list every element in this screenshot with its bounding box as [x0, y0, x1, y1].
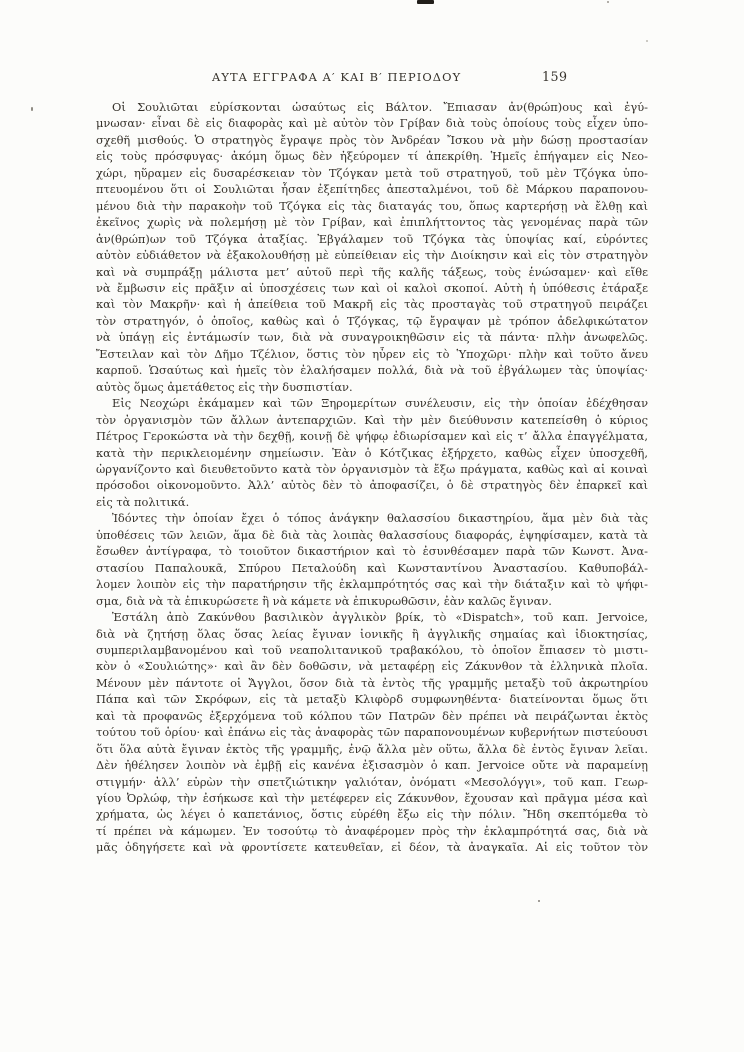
- text-line: μνωσαν· εἶναι δὲ εἰς διαφορὰς καὶ μὲ αὐτὸν τὸν Γρίβαν διὰ τοὺς ὁποίους τοὺς εἶχεν ὑπο-: [96, 116, 648, 131]
- text-line: στιγμήν· ἀλλ’ εὑρὼν τὴν σπετζιώτικην γαλιόταν, ὀνόματι «Μεσολόγγι», τοῦ καπ. Γεωρ-: [96, 774, 648, 789]
- text-line: κατὰ τὴν περικλειομένην σημείωσιν. Ἐὰν ὁ Κότζικας ἐξήρχετο, καθὼς εἶχεν ὑποσχεθῆ,: [96, 445, 648, 460]
- page-body-text: [96, 99, 648, 856]
- text-line: συμπεριλαμβανομένου καὶ τοῦ νεαπολιτανικοῦ τραβακόλου, τὸ ὁποῖον ἔπιασεν τὸ μιστι-: [96, 642, 648, 657]
- text-line: Οἱ Σουλιῶται εὑρίσκονται ὡσαύτως εἰς Βάλτον. Ἔπιασαν ἀν(θρώπ)ους καὶ ἐγύ-: [112, 100, 648, 114]
- text-line: μένου διὰ τὴν παρακοὴν τοῦ Τζόγκα εἰς τὰς διαταγάς του, ὅπως καρτερήσῃ νὰ ἔλθῃ καὶ: [96, 198, 648, 213]
- text-line: Πάπα καὶ τῶν Σκρόφων, εἰς τὰ μεταξὺ Κλιφὸρδ συμφωνηθέντα· διατείνονται ὅμως ὅτι: [96, 692, 648, 707]
- text-line: Ἰδόντες τὴν ὁποίαν ἔχει ὁ τόπος ἀνάγκην θαλασσίου δικαστηρίου, ἅμα μὲν διὰ τὰς: [112, 511, 648, 526]
- text-line: Ἐστάλη ἀπὸ Ζακύνθου βασιλικὸν ἀγγλικὸν βρίκ, τὸ «Dispatch», τοῦ καπ. Jervoice,: [112, 610, 648, 625]
- text-line: ὠργανίζοντο καὶ διευθετοῦντο κατὰ τὸν ὀργανισμὸν τὰ ἔξω πράγματα, καθὼς καὶ αἱ κοιναὶ: [96, 461, 648, 476]
- scan-speck: [646, 40, 648, 42]
- text-line: ὑποθέσεις τῶν λειῶν, ἅμα δὲ διὰ τὰς λοιπὰς θαλασσίους διαφοράς, ἐψηφίσαμεν, κατὰ τὰ: [96, 527, 648, 542]
- text-line: γίου Ὀρλώφ, τὴν ἐσήκωσε καὶ τὴν μετέφερεν εἰς Ζάκυνθον, ἔχουσαν καὶ πρᾶγμα μέσα καὶ: [96, 791, 648, 806]
- scan-speck: [538, 900, 540, 902]
- text-line: χρήματα, ὡς λέγει ὁ καπετάνιος, ὅστις εὑρέθη ἔξω εἰς τὴν πόλιν. Ἤδη σκεπτόμεθα τὸ: [96, 807, 648, 822]
- text-line: ὅτι ὅλα αὐτὰ ἔγιναν ἐκτὸς τῆς γραμμῆς, ἐνῷ ἄλλα μὲν οὕτω, ἄλλα δὲ ἐντὸς ἔγιναν λεῖαι.: [96, 741, 648, 756]
- scan-smudge: [417, 0, 434, 4]
- text-line: εἰς τοὺς πρόσφυγας· ἀκόμη ὅμως δὲν ἠξεύρομεν τί ἀπεκρίθη. Ἡμεῖς ἐπήγαμεν εἰς Νεο-: [96, 149, 648, 164]
- text-line: πτευομένου ὅτι οἱ Σουλιῶται ἦσαν ἐξεπίτηδες ἀπεσταλμένοι, τοῦ δὲ Μάρκου παραπονου-: [96, 182, 648, 197]
- scan-speck: [31, 107, 33, 111]
- text-line: πρόσοδοι οἰκονομοῦντο. Ἀλλ’ αὐτὸς δὲν τὸ ἀποφασίζει, ὁ δὲ στρατηγὸς δὲν ἐπαρκεῖ καὶ: [96, 478, 648, 493]
- text-line: τούτου τοῦ ὁρίου· καὶ ἐπάνω εἰς τὰς ἀναφορὰς τῶν παραπονουμένων κυβερνήτων πιστεύουσι: [96, 725, 648, 740]
- text-line: λομεν λοιπὸν εἰς τὴν παρατήρησιν τῆς ἐκλαμπρότητός σας καὶ τὴν διάταξιν καὶ τὸ ψήφι-: [96, 577, 648, 592]
- text-line: Μένουν μὲν πάντοτε οἱ Ἄγγλοι, ὅσον διὰ τὰ ἐντὸς τῆς γραμμῆς μεταξὺ τοῦ ἀκρωτηρίου: [96, 675, 648, 690]
- scan-speck: [607, 1, 609, 3]
- text-line: εἰς τὰ πολιτικά.: [96, 494, 190, 509]
- text-line: καὶ νὰ συμπράξῃ μάλιστα μετ’ αὐτοῦ περὶ τῆς καλῆς τάξεως, τοὺς ἑνώσαμεν· καὶ εἴθε: [96, 264, 648, 279]
- running-header-title: ΑΥΤΑ ΕΓΓΡΑΦΑ Α′ ΚΑΙ Β′ ΠΕΡΙΟΔΟΥ: [212, 70, 462, 84]
- text-line: σχεθῆ μισθούς. Ὁ στρατηγὸς ἔγραψε πρὸς τὸν Ἀνδρέαν Ἴσκου νὰ μὴν δώσῃ προστασίαν: [96, 132, 648, 147]
- text-line: νὰ ἔμβωσιν εἰς πρᾶξιν αἱ ὑποσχέσεις των καὶ οἱ καλοὶ σκοποί. Αὐτὴ ἡ ὑπόθεσις ἐτάραξε: [96, 280, 648, 295]
- text-line: αὐτὸς ὅμως ἀμετάθετος εἰς τὴν δυσπιστίαν.: [96, 379, 353, 394]
- text-line: διὰ νὰ ζητήσῃ ὅλας ὅσας λείας ἔγιναν ἰονικῆς ἢ ἀγγλικῆς σημαίας καὶ ἰδιοκτησίας,: [96, 626, 648, 641]
- text-line: σμα, διὰ νὰ τὰ ἐπικυρώσετε ἢ νὰ κάμετε νὰ ἐπικυρωθῶσιν, ἐὰν καλῶς ἔγιναν.: [96, 593, 552, 608]
- text-line: καὶ τὸν Μακρῆν· καὶ ἡ ἀπείθεια τοῦ Μακρῆ εἰς τὰς προσταγὰς τοῦ στρατηγοῦ πειράζει: [96, 297, 648, 312]
- text-line: Πέτρος Γεροκώστα νὰ τὴν δεχθῇ, κοινῇ δὲ ψήφῳ ἐδιωρίσαμεν καὶ εἰς τ’ ἄλλα ἐπαγγέλματα,: [96, 429, 648, 444]
- text-line: ἔσωθεν ἀντίγραφα, τὸ τοιοῦτον δικαστήριον καὶ τὸ ἐσυνθέσαμεν παρὰ τῶν Κωνστ. Ἀνα-: [96, 544, 648, 559]
- text-line: καὶ τὰ προφανῶς ἐξερχόμενα τοῦ κόλπου τῶν Πατρῶν δὲν πρέπει νὰ πειράζωνται ἐκτὸς: [96, 708, 648, 723]
- text-line: τὸν στρατηγόν, ὁ ὁποῖος, καθὼς καὶ ὁ Τζόγκας, τῷ ἔγραψαν μὲ τρόπον ἀδελφικώτατον: [96, 313, 648, 328]
- text-line: αὐτὸν εὐδιάθετον νὰ ἐξακολουθήσῃ μὲ εὐπείθειαν εἰς τὴν Διοίκησιν καὶ εἰς τὸν στρατηγὸν: [96, 248, 648, 263]
- text-line: ἐκεῖνος χωρὶς νὰ πολεμήσῃ μὲ τὸν Γρίβαν, καὶ ἐπιπλήττοντος τὰς γενομένας παρὰ τῶν: [96, 215, 648, 230]
- running-header: [96, 70, 648, 88]
- text-line: ἀν(θρώπ)ων τοῦ Τζόγκα ἀταξίας. Ἐβγάλαμεν τοῦ Τζόγκα τὰς ὑποψίας καί, εὑρόντες: [96, 231, 648, 246]
- page-number: 159: [542, 69, 568, 84]
- text-line: χώρι, ηὕραμεν εἰς δυσαρέσκειαν τὸν Τζόγκαν μετὰ τοῦ στρατηγοῦ, τοῦ μὲν Τζόγκα ὑπο-: [96, 165, 648, 180]
- text-line: καρποῦ. Ὡσαύτως καὶ ἡμεῖς τὸν ἐλαλήσαμεν πολλά, διὰ νὰ τοῦ ἐβγάλωμεν τὰς ὑποψίας·: [96, 363, 648, 378]
- text-line: κὸν ὁ «Σουλιώτης»· καὶ ἂν δὲν δοθῶσιν, νὰ μεταφέρῃ εἰς Ζάκυνθον τὰ ἑλληνικὰ πλοῖα.: [96, 659, 648, 674]
- text-line: Ἔστειλαν καὶ τὸν Δῆμο Τζέλιον, ὅστις τὸν ηὗρεν εἰς τὸ Ὑποχῶρι· πλὴν καὶ τοῦτο ἄνευ: [96, 346, 648, 361]
- text-line: νὰ ὑπάγῃ εἰς ἐντάμωσίν των, διὰ νὰ συναγροικηθῶσιν εἰς τὰ πάντα· πλὴν ἀνωφελῶς.: [96, 330, 648, 345]
- text-line: τί πρέπει νὰ κάμωμεν. Ἐν τοσούτῳ τὸ ἀναφέρομεν πρὸς τὴν ἐκλαμπρότητά σας, διὰ νὰ: [96, 823, 648, 838]
- text-line: Δὲν ἠθέλησεν λοιπὸν νὰ ἐμβῇ εἰς κανένα ἐξισασμὸν ὁ καπ. Jervoice οὔτε νὰ παραμείνῃ: [96, 758, 648, 773]
- text-line: στασίου Παπαλουκᾶ, Σπύρου Πεταλούδη καὶ Κωνσταντίνου Ἀναστασίου. Καθυποβάλ-: [96, 560, 648, 575]
- text-line: τὸν ὀργανισμὸν τῶν ἄλλων ἀντεπαρχιῶν. Καὶ τὴν μὲν διεύθυνσιν κατεπείσθη ὁ κύριος: [96, 412, 648, 427]
- text-line: μᾶς ὁδηγήσετε καὶ νὰ φροντίσετε κατευθεῖαν, εἰ δέον, τὰ ἀναγκαῖα. Αἱ εἰς τοῦτον τὸν: [96, 840, 648, 855]
- text-line: Εἰς Νεοχώρι ἐκάμαμεν καὶ τῶν Ξηρομερίτων συνέλευσιν, εἰς τὴν ὁποίαν ἐδέχθησαν: [112, 396, 648, 411]
